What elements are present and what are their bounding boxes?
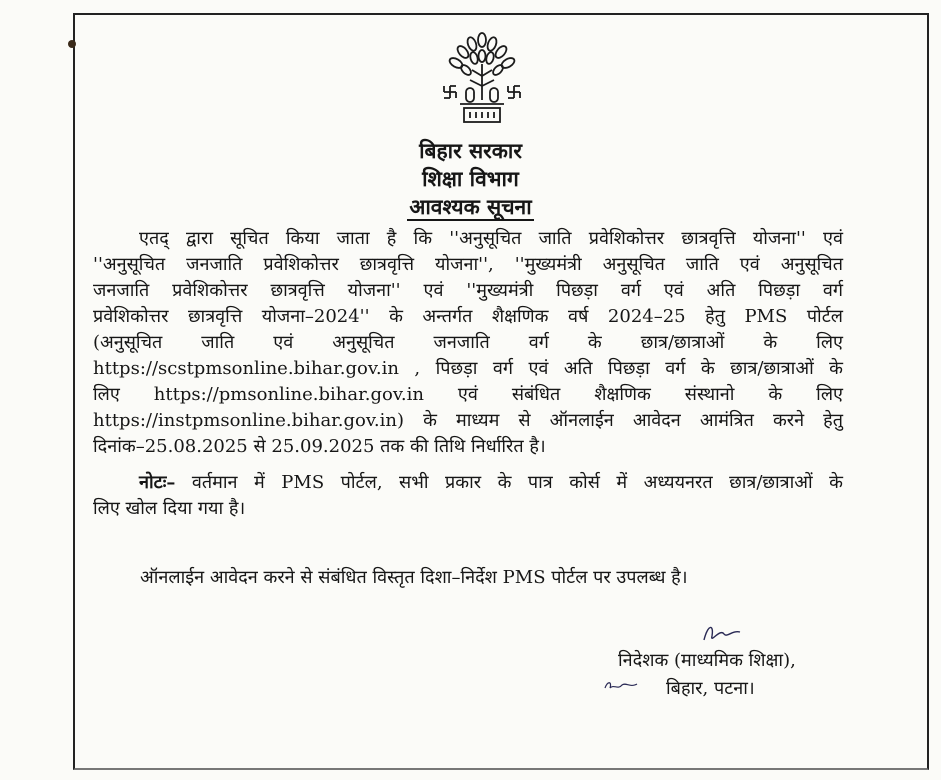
- note-text: वर्तमान में PMS पोर्टल, सभी प्रकार के पात्र कोर्स में अध्ययनरत छात्र/छात्राओं के: [175, 472, 843, 493]
- signatory-designation: निदेशक (माध्यमिक शिक्षा),: [618, 650, 796, 671]
- note-line: [93, 470, 843, 496]
- guidelines-paragraph: ऑनलाईन आवेदन करने से संबंधित विस्तृत दिशा–निर्देश PMS पोर्टल पर उपलब्ध है।: [140, 567, 688, 588]
- signatory-location: बिहार, पटना।: [666, 678, 755, 699]
- ink-mark: [68, 40, 76, 48]
- notice-title: [0, 194, 941, 220]
- note-label: नोटः–: [139, 472, 176, 493]
- note-paragraph: [93, 470, 843, 522]
- government-heading: बिहार सरकार: [419, 138, 522, 163]
- note-line: लिए खोल दिया गया है।: [93, 498, 246, 519]
- paragraph-line: प्रवेशिकोत्तर छात्रवृत्ति योजना–2024'' के अन्तर्गत शैक्षणिक वर्ष 2024–25 हेतु PMS पोर्टल: [93, 306, 843, 327]
- notice-title-text: आवश्यक सूचना: [409, 194, 532, 219]
- main-paragraph: [93, 226, 843, 460]
- paragraph-line: जनजाति प्रवेशिकोत्तर छात्रवृत्ति योजना'' एवं ''मुख्यमंत्री पिछड़ा वर्ग एवं अति पिछड़ा वर्ग: [93, 280, 843, 301]
- initials-icon: [602, 676, 640, 694]
- paragraph-line: https://scstpmsonline.bihar.gov.in , पिछड़ा वर्ग एवं अति पिछड़ा वर्ग के छात्र/छात्राओं के: [93, 358, 843, 379]
- paragraph-line: एतद् द्वारा सूचित किया जाता है कि ''अनुसूचित जाति प्रवेशिकोत्तर छात्रवृत्ति योजना'' एवं: [139, 228, 843, 249]
- paragraph-line: दिनांक–25.08.2025 से 25.09.2025 तक की तिथि निर्धारित है।: [93, 436, 546, 457]
- department-heading: शिक्षा विभाग: [422, 166, 519, 191]
- paragraph-line: लिए https://pmsonline.bihar.gov.in एवं संबंधित शैक्षणिक संस्थानो के लिए: [93, 384, 843, 405]
- bihar-emblem-icon: [436, 30, 528, 130]
- paragraph-line: (अनुसूचित जाति एवं अनुसूचित जनजाति वर्ग के छात्र/छात्राओं के लिए: [93, 332, 843, 353]
- paragraph-line: ''अनुसूचित जनजाति प्रवेशिकोत्तर छात्रवृत्ति योजना'', ''मुख्यमंत्री अनुसूचित जाति एवं अनुसूचित: [93, 254, 843, 275]
- signature-icon: [700, 620, 744, 646]
- paragraph-line: https://instpmsonline.bihar.gov.in) के माध्यम से ऑनलाईन आवेदन आमंत्रित करने हेतु: [93, 410, 843, 431]
